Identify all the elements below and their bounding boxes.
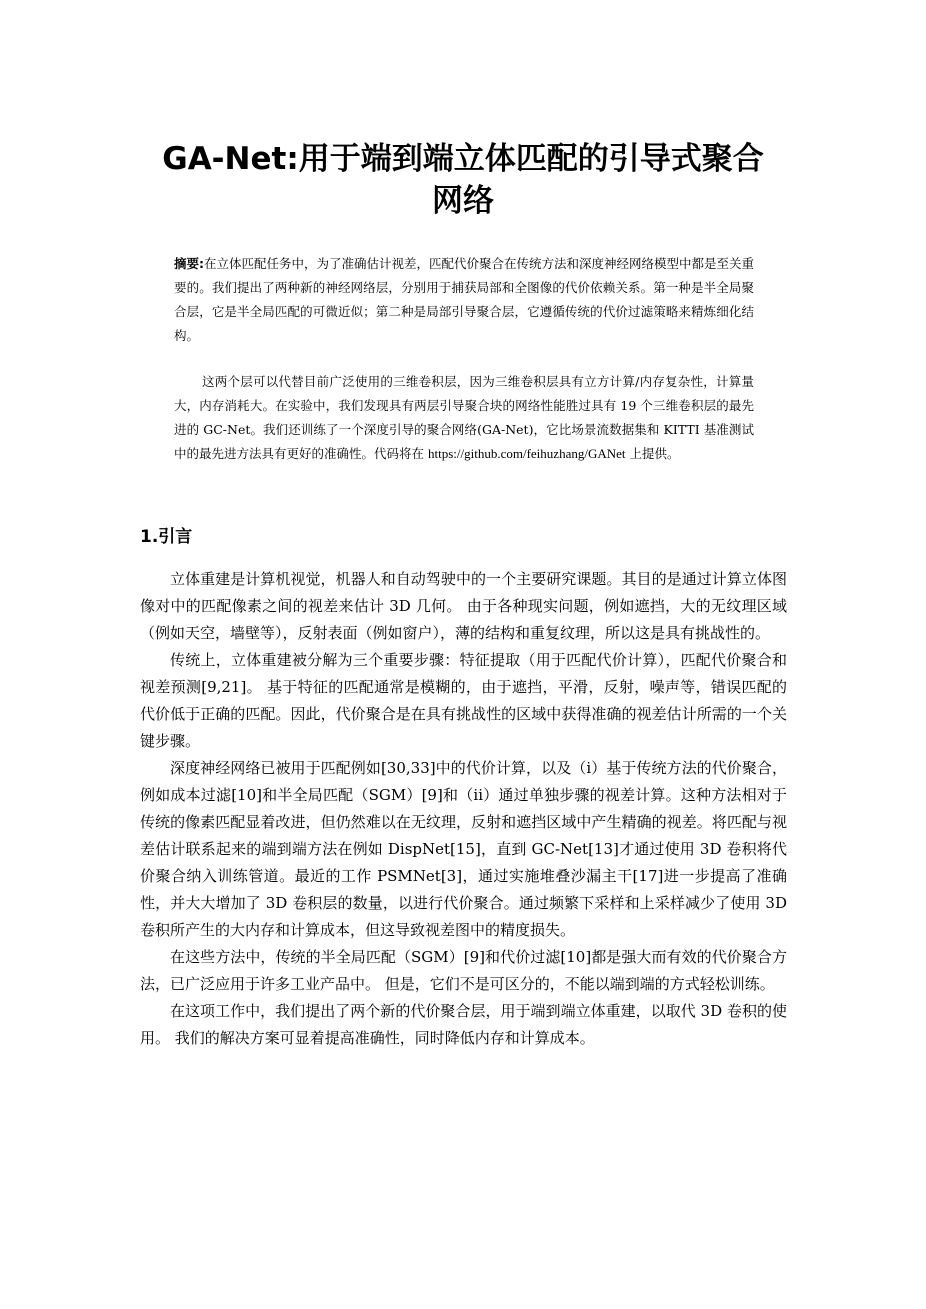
abstract-paragraph <box>174 252 754 348</box>
paper-title <box>120 138 806 222</box>
introduction-body <box>140 566 787 1052</box>
abstract-label: 摘要: <box>174 256 204 271</box>
body-paragraph: 深度神经网络已被用于匹配例如[30,33]中的代价计算，以及（i）基于传统方法的代价聚合，例如成本过滤[10]和半全局匹配（SGM）[9]和（ii）通过单独步骤的视差计算。这种方法相对于传统的像素匹配显着改进，但仍然难以在无纹理，反射和遮挡区域中产生精确的视差。将匹配与视差估计联系起来的端到端方法在例如 DispNet[15]，直到 GC-Net[13]才通过使用 3D 卷积将代价聚合纳入训练管道。最近的工作 PSMNet[3]，通过实施堆叠沙漏主干[17]进一步提高了准确性，并大大增加了 3D 卷积层的数量，以进行代价聚合。通过频繁下采样和上采样减少了使用 3D 卷积所产生的大内存和计算成本，但这导致视差图中的精度损失。 <box>140 759 787 939</box>
body-paragraph: 在这些方法中，传统的半全局匹配（SGM）[9]和代价过滤[10]都是强大而有效的代价聚合方法，已广泛应用于许多工业产品中。 但是，它们不是可区分的，不能以端到端的方式轻松训练。 <box>140 948 787 993</box>
abstract-text-2-end: 上提供。 <box>629 446 680 461</box>
code-url: https://github.com/feihuzhang/GANet <box>428 446 626 461</box>
abstract-text-2: 这两个层可以代替目前广泛使用的三维卷积层，因为三维卷积层具有立方计算/内存复杂性，计算量大，内存消耗大。在实验中，我们发现具有两层引导聚合块的网络性能胜过具有 19 个三维卷积层的最先进的 GC-Net。我们还训练了一个深度引导的聚合网络(GA-Net)，它比场景流数据集和 KITTI 基准测试中的最先进方法具有更好的准确性。代码将在 <box>174 374 754 461</box>
body-paragraph: 传统上，立体重建被分解为三个重要步骤：特征提取（用于匹配代价计算），匹配代价聚合和视差预测[9,21]。 基于特征的匹配通常是模糊的，由于遮挡，平滑，反射，噪声等，错误匹配的代价低于正确的匹配。因此，代价聚合是在具有挑战性的区域中获得准确的视差估计所需的一个关键步骤。 <box>140 651 787 750</box>
abstract-paragraph-2 <box>174 370 754 466</box>
section-heading-introduction: 1.引言 <box>140 527 193 547</box>
paper-title-line-1: GA-Net:用于端到端立体匹配的引导式聚合 <box>162 141 764 177</box>
paper-title-line-2: 网络 <box>432 183 494 219</box>
abstract-text: 在立体匹配任务中，为了准确估计视差，匹配代价聚合在传统方法和深度神经网络模型中都是至关重要的。我们提出了两种新的神经网络层，分别用于捕获局部和全图像的代价依赖关系。第一种是半全局聚合层，它是半全局匹配的可微近似；第二种是局部引导聚合层，它遵循传统的代价过滤策略来精炼细化结构。 <box>174 256 755 343</box>
body-paragraph: 立体重建是计算机视觉，机器人和自动驾驶中的一个主要研究课题。其目的是通过计算立体图像对中的匹配像素之间的视差来估计 3D 几何。 由于各种现实问题，例如遮挡，大的无纹理区域（例如天空，墙壁等），反射表面（例如窗户），薄的结构和重复纹理，所以这是具有挑战性的。 <box>140 570 787 642</box>
body-paragraph: 在这项工作中，我们提出了两个新的代价聚合层，用于端到端立体重建，以取代 3D 卷积的使用。 我们的解决方案可显着提高准确性，同时降低内存和计算成本。 <box>140 1002 787 1047</box>
